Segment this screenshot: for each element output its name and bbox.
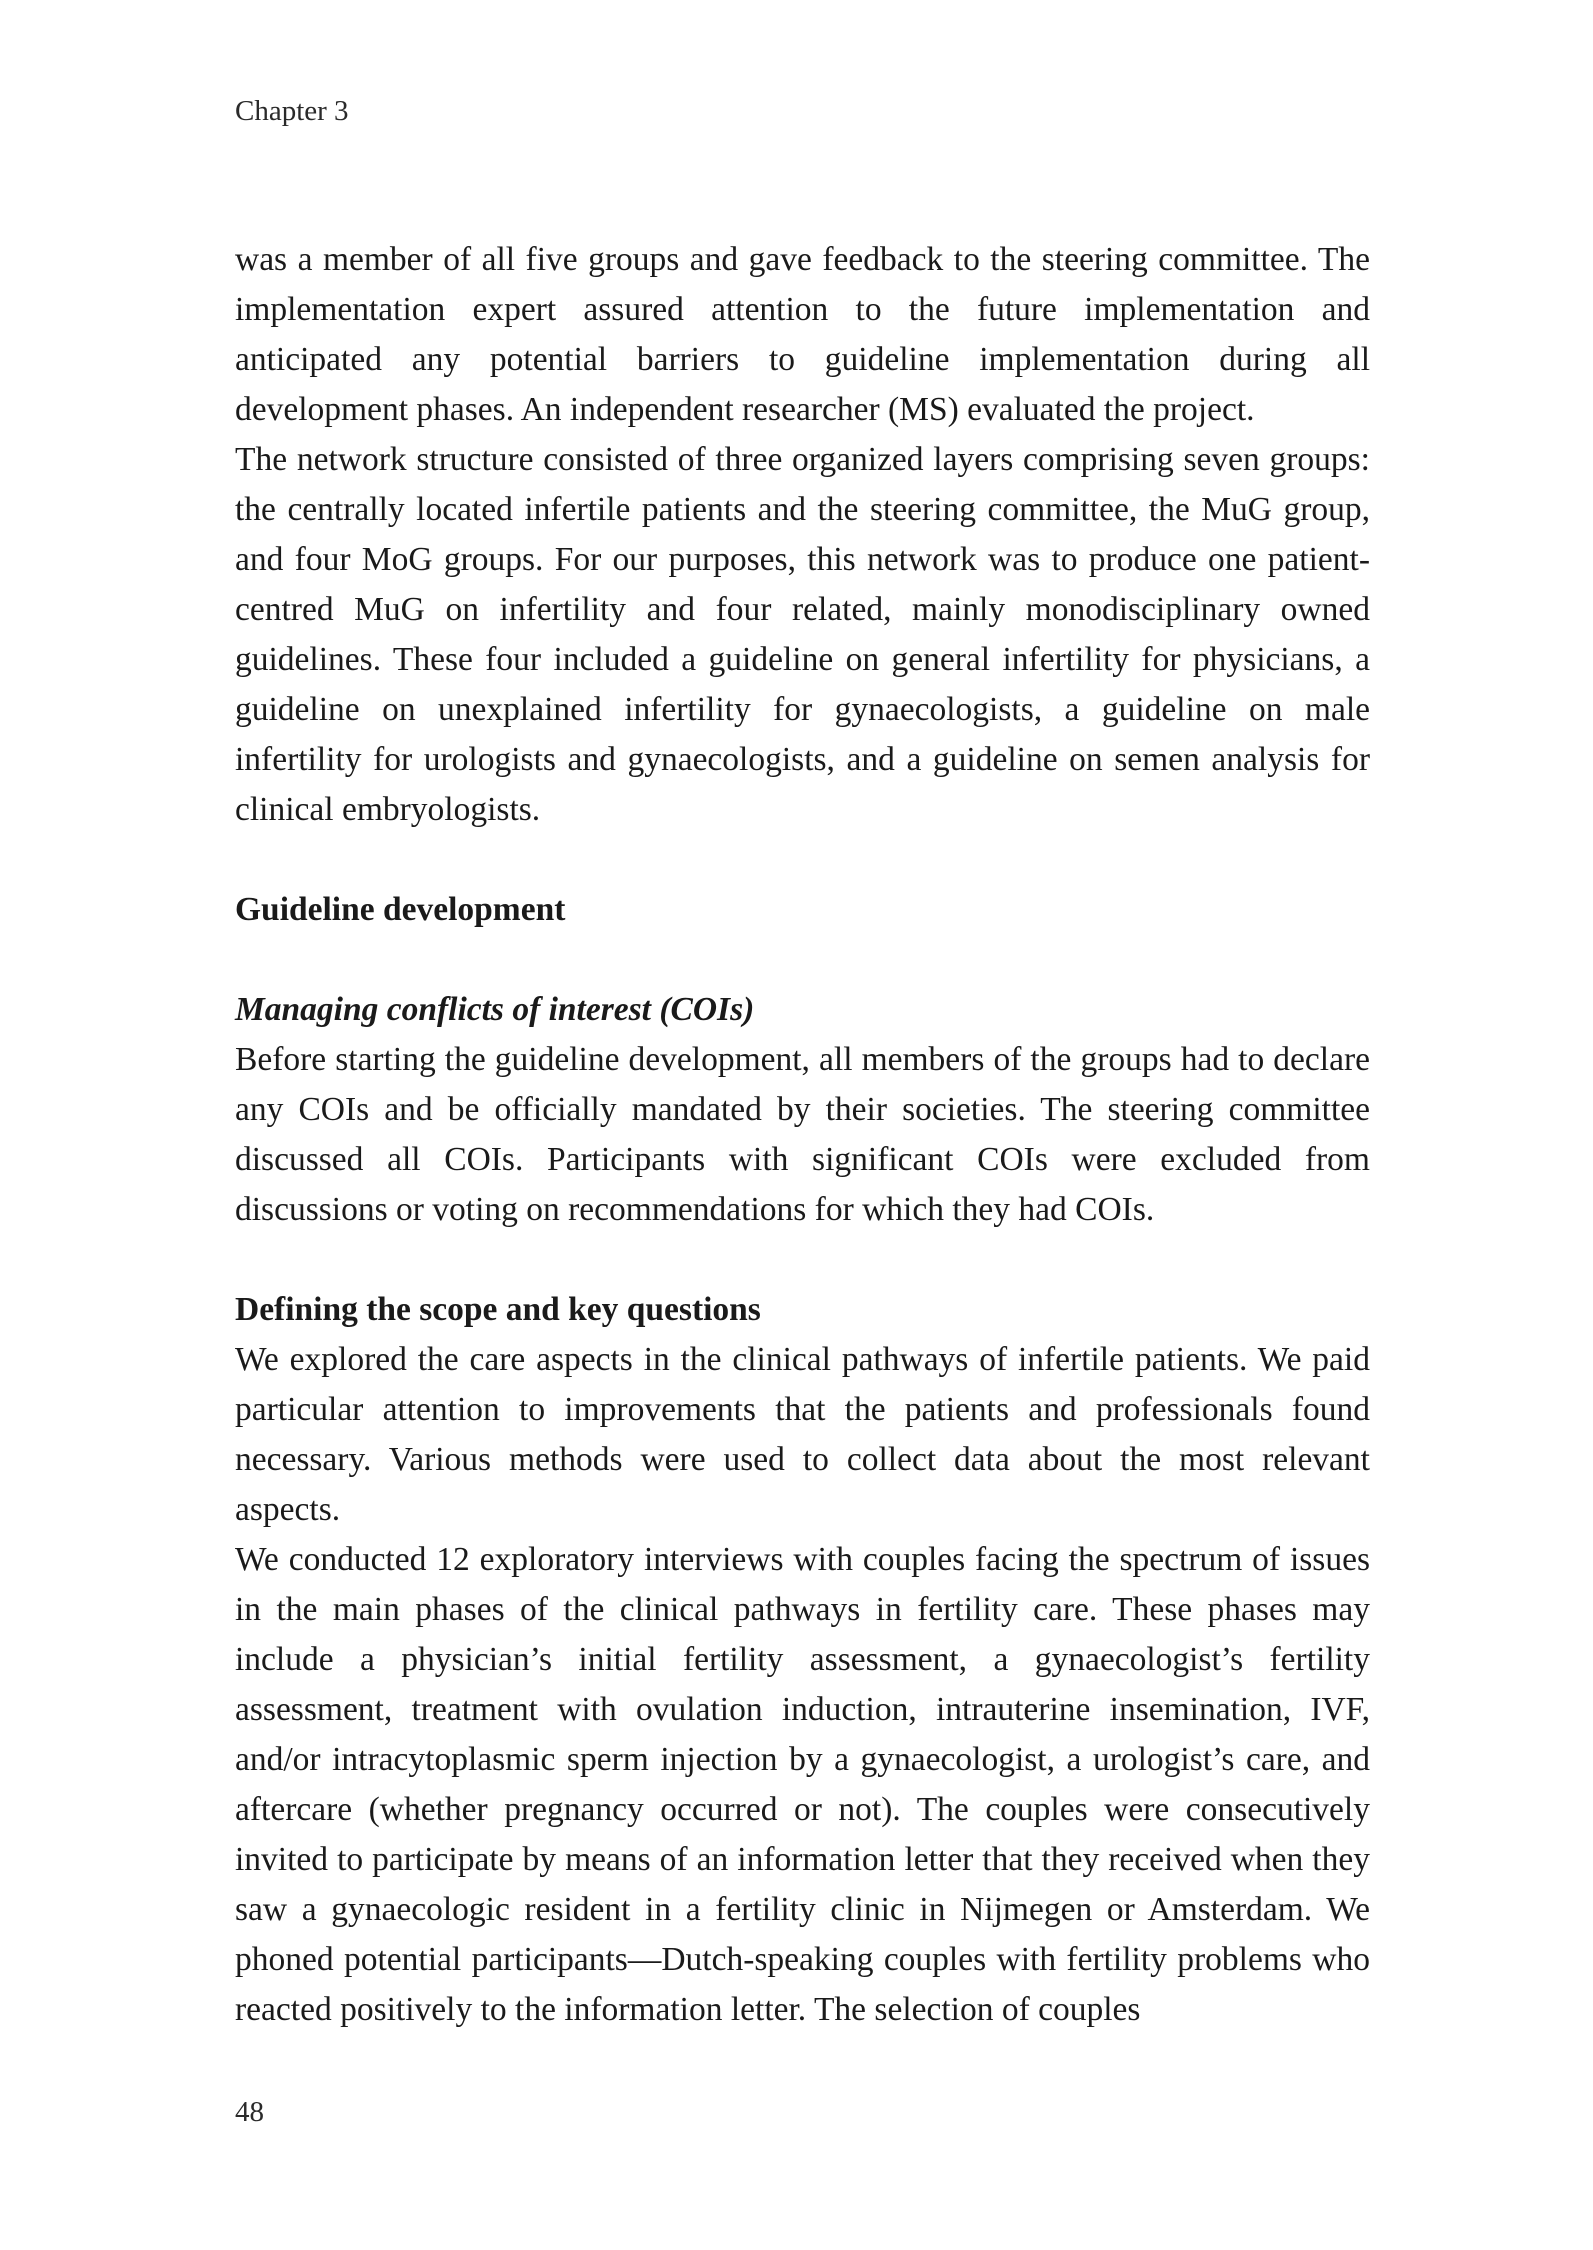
subheading-scope-key-questions: Defining the scope and key questions bbox=[235, 1291, 761, 1328]
paragraph-managing-cois: Before starting the guideline development, all members of the groups had to declare any COIs and be officially mandated by their societies. The steering committee discussed all COIs. Participants with significant COIs were excluded from discussions or voting on recommendations for which they had COIs. bbox=[235, 1041, 1370, 1228]
body-text bbox=[235, 235, 1370, 2035]
section-heading-guideline-development: Guideline development bbox=[235, 891, 566, 928]
running-header: Chapter 3 bbox=[235, 95, 349, 127]
paragraph-exploratory-interviews: We conducted 12 exploratory interviews with couples facing the spectrum of issues in the main phases of the clinical pathways in fertility care. These phases may include a physician’s initial fertility assessment, a gynaecologist’s fertility assessment, treatment with ovulation induction, intrauterine insemination, IVF, and/or intracytoplasmic sperm injection by a gynaecologist, a urologist’s care, and aftercare (whether pregnancy occurred or not). The couples were consecutively invited to participate by means of an information letter that they received when they saw a gynaecologic resident in a fertility clinic in Nijmegen or Amsterdam. We phoned potential participants—Dutch-speaking couples with fertility problems who reacted positively to the information letter. The selection of couples bbox=[235, 1541, 1370, 2028]
paragraph-network-structure: The network structure consisted of three organized layers comprising seven groups: the centrally located infertile patients and the steering committee, the MuG group, and four MoG groups. For our purposes, this network was to produce one patient-centred MuG on infertility and four related, mainly monodisciplinary owned guidelines. These four included a guideline on general infertility for physicians, a guideline on unexplained infertility for gynaecologists, a guideline on male infertility for urologists and gynaecologists, and a guideline on semen analysis for clinical embryologists. bbox=[235, 441, 1370, 828]
paragraph-care-aspects: We explored the care aspects in the clinical pathways of infertile patients. We paid particular attention to improvements that the patients and professionals found necessary. Various methods were used to collect data about the most relevant aspects. bbox=[235, 1341, 1370, 1528]
paragraph-group-membership: was a member of all five groups and gave feedback to the steering committee. The implementation expert assured attention to the future implementation and anticipated any potential barriers to guideline implementation during all development phases. An independent researcher (MS) evaluated the project. bbox=[235, 241, 1370, 428]
subheading-conflicts-of-interest: Managing conflicts of interest (COIs) bbox=[235, 991, 755, 1028]
page-number: 48 bbox=[235, 2096, 264, 2128]
